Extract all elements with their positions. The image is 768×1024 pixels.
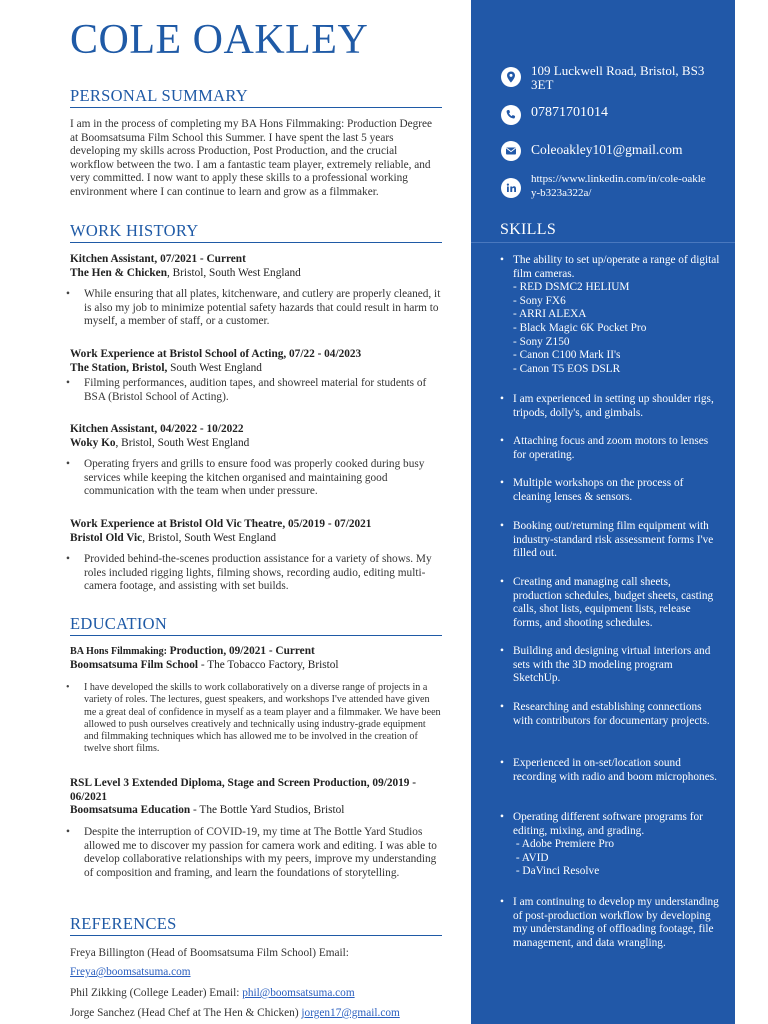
skill-subitem: - AVID <box>513 851 549 864</box>
education-entry <box>70 777 442 818</box>
job-location: , Bristol, South West England <box>166 266 301 279</box>
phone-icon <box>501 105 521 125</box>
skill-item <box>500 393 720 420</box>
degree-title: RSL Level 3 Extended Diploma, Stage and Screen Production, 09/2019 - 06/2021 <box>70 777 417 803</box>
reference-line: Jorge Sanchez (Head Chef at The Hen & Chicken) jorgen17@gmail.com <box>70 1007 400 1019</box>
reference-line <box>70 966 191 980</box>
skill-text: I am experienced in setting up shoulder rigs, tripods, dolly's, and gimbals. <box>513 393 714 419</box>
skill-item <box>500 477 720 504</box>
degree-title: Production, 09/2021 - Current <box>169 645 315 657</box>
skill-text: Attaching focus and zoom motors to lenses for operating. <box>513 435 709 461</box>
job-title: Kitchen Assistant, 07/2021 - Current <box>70 253 246 265</box>
linkedin-icon <box>501 178 521 198</box>
degree-prefix: BA Hons Filmmaking: <box>70 646 170 657</box>
job-bullet: • Filming performances, audition tapes, and showreel material for students of BSA (Bristol School of Acting). <box>66 377 442 404</box>
skill-subitem: - Black Magic 6K Pocket Pro <box>513 321 647 334</box>
skills-divider <box>471 242 735 243</box>
email-text[interactable]: Coleoakley101@gmail.com <box>531 142 683 157</box>
job-bullet: • Provided behind-the-scenes production assistance for a variety of shows. My roles included rigging lights, filming shows, recording audio, editing multi-camera footage, and assisting with set builds. <box>66 553 442 594</box>
skill-subitem: - Sony FX6 <box>513 294 566 307</box>
job-title: Work Experience at Bristol Old Vic Theatre, 05/2019 - 07/2021 <box>70 518 372 530</box>
job-entry <box>70 518 450 545</box>
address-text: 109 Luckwell Road, Bristol, BS3 3ET <box>531 63 705 92</box>
school-name: Boomsatsuma Film School <box>70 658 199 671</box>
summary-heading: PERSONAL SUMMARY <box>70 86 442 108</box>
job-location: , Bristol, South West England <box>142 531 277 544</box>
skill-item <box>500 435 720 462</box>
reference-email-link[interactable]: Freya@boomsatsuma.com <box>70 966 191 978</box>
school-name: Boomsatsuma Education <box>70 804 191 817</box>
skill-item <box>500 254 720 376</box>
job-location: South West England <box>167 361 262 374</box>
skill-text: Booking out/returning film equipment with industry-standard risk assessment forms I've filled out. <box>513 520 714 560</box>
reference-email-link[interactable]: phil@boomsatsuma.com <box>242 987 355 999</box>
work-heading: WORK HISTORY <box>70 221 442 243</box>
reference-email-link[interactable]: jorgen17@gmail.com <box>301 1007 400 1019</box>
school-location: - The Bottle Yard Studios, Bristol <box>190 804 345 817</box>
job-employer: Woky Ko <box>70 436 116 449</box>
school-location: - The Tobacco Factory, Bristol <box>198 658 339 671</box>
sidebar <box>471 0 735 1024</box>
references-heading: REFERENCES <box>70 914 442 936</box>
job-entry <box>70 423 450 450</box>
phone-text: 07871701014 <box>531 105 608 120</box>
education-bullet: • I have developed the skills to work collaboratively on a diverse range of projects in a variety of roles. The lectures, guest speakers, and workshops I've attended have given me a great deal of confidence in myself as a team player and a filmmaker. We have been allowed to push ourselves creatively and technically using industry-grade equipment and filmmaking techniques which has allowed me to be involved in the creation of twelve short films. <box>66 682 442 756</box>
job-employer: Bristol Old Vic <box>70 531 143 544</box>
skill-subitem: - Adobe Premiere Pro <box>513 838 615 851</box>
job-title: Work Experience at Bristol School of Acting, 07/22 - 04/2023 <box>70 348 362 360</box>
skill-item <box>500 896 720 950</box>
linkedin-text[interactable]: https://www.linkedin.com/in/cole-oakley-b323a322a/ <box>531 173 706 199</box>
skill-subitem: - ARRI ALEXA <box>513 308 587 321</box>
reference-line: Freya Billington (Head of Boomsatsuma Film School) Email: <box>70 947 349 959</box>
skill-item <box>500 520 720 561</box>
skill-text: Operating different software programs for editing, mixing, and grading. <box>513 811 703 837</box>
skill-item <box>500 701 720 728</box>
education-heading: EDUCATION <box>70 614 442 636</box>
job-title: Kitchen Assistant, 04/2022 - 10/2022 <box>70 423 244 435</box>
location-pin-icon <box>501 67 521 87</box>
skill-text: Building and designing virtual interiors and sets with the 3D modeling program SketchUp. <box>513 645 711 685</box>
skill-text: I am continuing to develop my understanding of post-production workflow by developing my understanding of offloading footage, file management, and data wrangling. <box>513 896 719 949</box>
reference-line: Phil Zikking (College Leader) Email: phil@boomsatsuma.com <box>70 987 355 999</box>
skill-subitem: - Canon C100 Mark II's <box>513 349 621 362</box>
skills-heading: SKILLS <box>500 221 557 238</box>
skill-text: Creating and managing call sheets, production schedules, budget sheets, casting calls, shot lists, equipment lists, release forms, and shooting schedules. <box>513 576 714 629</box>
skill-subitem: - RED DSMC2 HELIUM <box>513 281 630 294</box>
skill-item <box>500 576 720 630</box>
skill-subitem: - Sony Z150 <box>513 335 570 348</box>
summary-text: I am in the process of completing my BA Hons Filmmaking: Production Degree at Boomsatsuma Film School this Summer. I have spent the last 5 years developing my skills across Production, Post Production, and the crucial workflow between the two. I am a fantastic team player, extremely reliable, and very committed. I now want to apply these skills to a professional working environment where I can continue to learn and grow as a filmmaker. <box>70 118 433 198</box>
skill-subitem: - Canon T5 EOS DSLR <box>513 362 621 375</box>
job-entry <box>70 253 450 280</box>
skill-text: Multiple workshops on the process of cleaning lenses & sensors. <box>513 477 684 503</box>
education-entry <box>70 645 450 672</box>
skill-text: The ability to set up/operate a range of digital film cameras. <box>513 254 720 280</box>
job-bullet: • While ensuring that all plates, kitchenware, and cutlery are properly cleaned, it is also my job to minimize potential safety hazards that could result in harm to myself, a member of staff, or a customer. <box>66 288 442 329</box>
email-icon <box>501 141 521 161</box>
job-location: , Bristol, South West England <box>115 436 250 449</box>
job-bullet: • Operating fryers and grills to ensure food was properly cooked during busy services while keeping the kitchen organised and maintaining good communication with the team when under pressure. <box>66 458 442 499</box>
candidate-name: COLE OAKLEY <box>70 17 369 63</box>
job-entry <box>70 348 450 375</box>
education-bullet: • Despite the interruption of COVID-19, my time at The Bottle Yard Studios allowed me to discover my passion for camera work and editing. I was able to develop collaborative relationships with my peers, improve my understanding of composition and framing, and learn the foundations of storytelling. <box>66 826 442 880</box>
job-employer: The Station, Bristol, <box>70 361 168 374</box>
skill-text: Experienced in on-set/location sound recording with radio and boom microphones. <box>513 757 717 783</box>
skill-item <box>500 645 720 686</box>
skill-item <box>500 757 720 784</box>
skill-item <box>500 811 720 879</box>
skill-subitem: - DaVinci Resolve <box>513 865 600 878</box>
job-employer: The Hen & Chicken <box>70 266 167 279</box>
skill-text: Researching and establishing connections with contributors for documentary projects. <box>513 701 710 727</box>
